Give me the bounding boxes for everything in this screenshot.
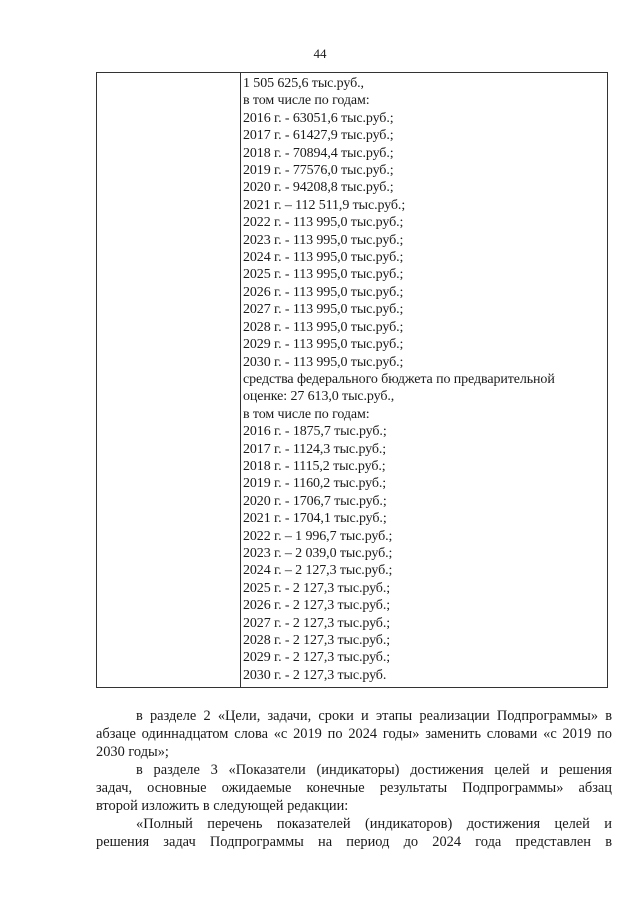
funding-line: 2030 г. - 113 995,0 тыс.руб.;	[243, 354, 404, 370]
funding-line: 1 505 625,6 тыс.руб.,	[243, 76, 364, 91]
funding-table	[96, 72, 608, 688]
paragraph-indicators	[96, 816, 612, 852]
funding-line: 2022 г. - 113 995,0 тыс.руб.;	[243, 215, 404, 231]
funding-line: 2024 г. – 2 127,3 тыс.руб.;	[243, 563, 393, 579]
funding-line: 2017 г. - 1124,3 тыс.руб.;	[243, 441, 387, 457]
funding-line: 2030 г. - 2 127,3 тыс.руб.	[243, 667, 387, 683]
funding-line: 2025 г. - 2 127,3 тыс.руб.;	[243, 580, 391, 596]
funding-line: 2029 г. - 2 127,3 тыс.руб.;	[243, 650, 391, 666]
funding-line: 2027 г. - 2 127,3 тыс.руб.;	[243, 615, 391, 631]
paragraph-section-3	[96, 762, 612, 815]
funding-line: 2018 г. - 1115,2 тыс.руб.;	[243, 458, 386, 474]
funding-line: 2019 г. - 77576,0 тыс.руб.;	[243, 163, 394, 179]
funding-line: 2025 г. - 113 995,0 тыс.руб.;	[243, 267, 404, 283]
funding-line: 2018 г. - 70894,4 тыс.руб.;	[243, 145, 394, 161]
paragraph-line: в разделе 3 «Показатели (индикаторы) достижения целей и решения	[136, 762, 612, 778]
funding-cell	[243, 75, 601, 684]
funding-line: 2028 г. - 2 127,3 тыс.руб.;	[243, 633, 391, 648]
page-number: 44	[313, 46, 327, 61]
funding-line: 2028 г. - 113 995,0 тыс.руб.;	[243, 319, 404, 335]
funding-line: средства федерального бюджета по предварительной	[243, 371, 555, 387]
funding-line: 2029 г. - 113 995,0 тыс.руб.;	[243, 337, 404, 353]
funding-line: 2027 г. - 113 995,0 тыс.руб.;	[243, 302, 404, 318]
funding-line: 2020 г. - 94208,8 тыс.руб.;	[243, 180, 394, 196]
paragraph-line: решения задач Подпрограммы на период до 2024 года представлен в	[96, 833, 612, 850]
funding-line: в том числе по годам:	[243, 406, 370, 422]
paragraph-line: 2030 годы»;	[96, 743, 169, 760]
funding-line: оценке: 27 613,0 тыс.руб.,	[243, 389, 395, 405]
funding-line: 2023 г. – 2 039,0 тыс.руб.;	[243, 545, 393, 561]
paragraph-line: абзаце одиннадцатом слова «с 2019 по 2024 годы» заменить словами «с 2019 по	[96, 725, 612, 742]
funding-line: 2019 г. - 1160,2 тыс.руб.;	[243, 476, 387, 492]
funding-line: 2021 г. – 112 511,9 тыс.руб.;	[243, 197, 406, 213]
funding-line: 2026 г. - 113 995,0 тыс.руб.;	[243, 284, 404, 300]
paragraph-line: второй изложить в следующей редакции:	[96, 797, 349, 814]
funding-line: 2016 г. - 63051,6 тыс.руб.;	[243, 110, 394, 126]
paragraph-section-2	[96, 708, 612, 761]
funding-line: 2026 г. - 2 127,3 тыс.руб.;	[243, 598, 391, 614]
funding-line: 2023 г. - 113 995,0 тыс.руб.;	[243, 232, 404, 248]
funding-line: в том числе по годам:	[243, 93, 370, 109]
paragraph-line: задач, основные ожидаемые конечные результаты Подпрограммы» абзац	[96, 779, 612, 796]
funding-line: 2021 г. - 1704,1 тыс.руб.;	[243, 511, 387, 527]
funding-line: 2024 г. - 113 995,0 тыс.руб.;	[243, 250, 404, 266]
paragraph-line: в разделе 2 «Цели, задачи, сроки и этапы реализации Подпрограммы» в	[136, 708, 612, 724]
funding-line: 2022 г. – 1 996,7 тыс.руб.;	[243, 528, 393, 544]
funding-line: 2016 г. - 1875,7 тыс.руб.;	[243, 424, 387, 440]
funding-line: 2017 г. - 61427,9 тыс.руб.;	[243, 128, 394, 144]
paragraph-line: «Полный перечень показателей (индикаторов) достижения целей и	[136, 816, 612, 832]
table-column-divider	[240, 73, 241, 687]
funding-line: 2020 г. - 1706,7 тыс.руб.;	[243, 493, 387, 509]
